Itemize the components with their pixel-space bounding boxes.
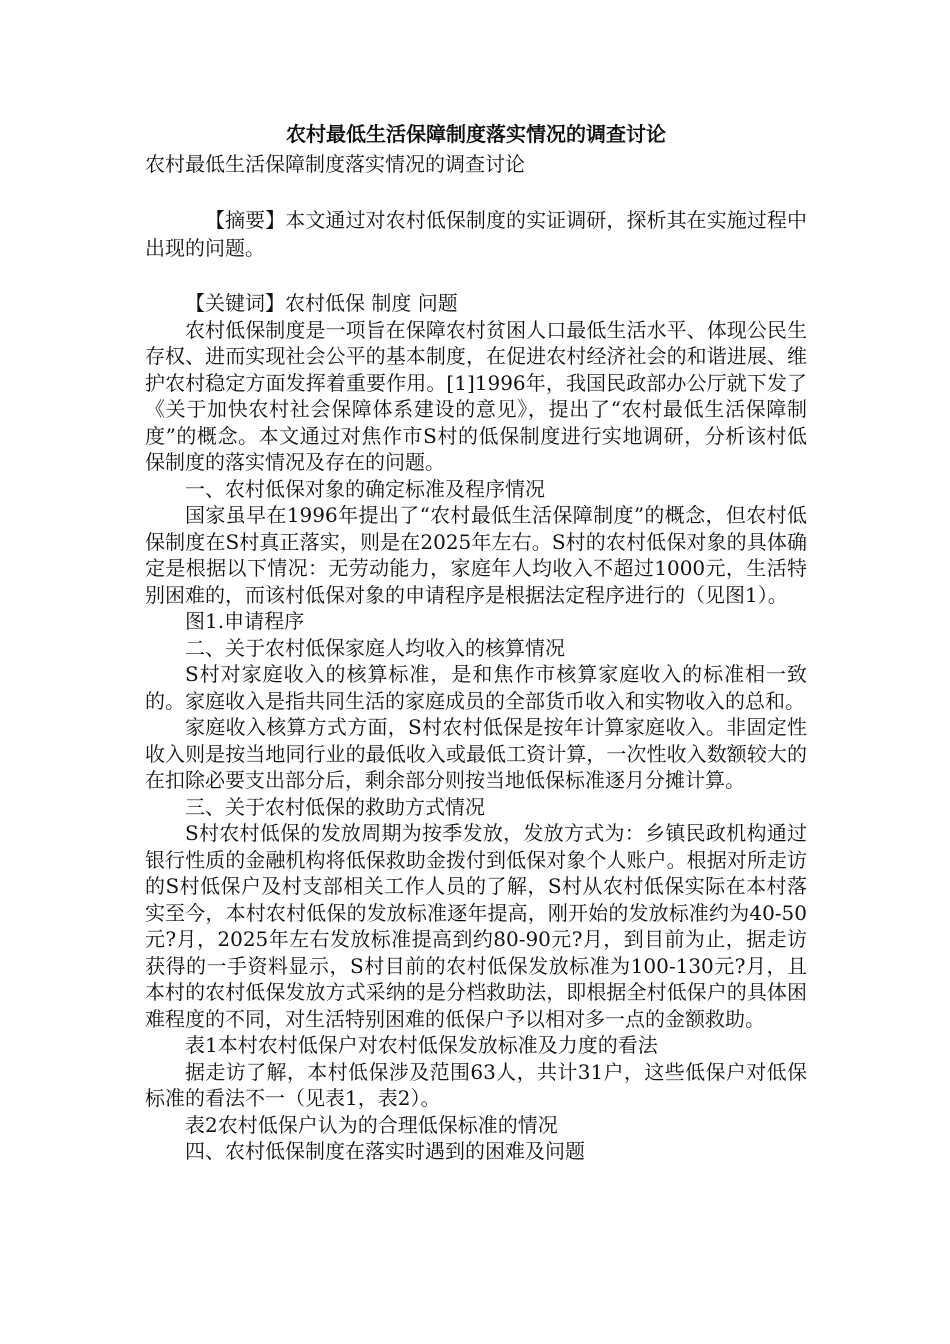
section-heading: 三、关于农村低保的救助方式情况 [185, 794, 485, 819]
keywords-paragraph: 【关键词】农村低保 制度 问题 [185, 291, 458, 315]
table-caption: 表1本村农村低保户对农村低保发放标准及力度的看法 [185, 1033, 658, 1057]
blank-line [145, 262, 807, 290]
section-heading: 四、农村低保制度在落实时遇到的困难及问题 [185, 1139, 585, 1163]
body-paragraph: S村对家庭收入的核算标准，是和焦作市核算家庭收入的标准相一致的。家庭收入是指共同生活的家庭成员的全部货币收入和实物收入的总和。 [145, 662, 807, 713]
body-paragraph: 据走访了解，本村低保涉及范围63人，共计31户，这些低保户对低保标准的看法不一（见表1，表2）。 [145, 1059, 807, 1110]
section-heading: 二、关于农村低保家庭人均收入的核算情况 [185, 635, 565, 660]
body-paragraph: 家庭收入核算方式方面，S村农村低保是按年计算家庭收入。非固定性收入则是按当地同行业的最低收入或最低工资计算，一次性收入数额较大的在扣除必要支出部分后，剩余部分则按当地低保标准逐月分摊计算。 [145, 715, 807, 792]
abstract-paragraph: 【摘要】本文通过对农村低保制度的实证调研，探析其在实施过程中出现的问题。 [145, 208, 807, 260]
section-heading: 一、农村低保对象的确定标准及程序情况 [185, 476, 545, 501]
body-paragraph: 国家虽早在1996年提出了“农村最低生活保障制度”的概念，但农村低保制度在S村真正落实，则是在2025年左右。S村的农村低保对象的具体确定是根据以下情况：无劳动能力，家庭年人均收入不超过1000元，生活特别困难的，而该村低保对象的申请程序是根据法定程序进行的（见图1）。 [145, 503, 807, 607]
body-paragraph: S村农村低保的发放周期为按季发放，发放方式为：乡镇民政机构通过银行性质的金融机构将低保救助金拨付到低保对象个人账户。根据对所走访的S村低保户及村支部相关工作人员的了解，S村从农村低保实际在本村落实至今，本村农村低保的发放标准逐年提高，刚开始的发放标准约为40-50元?月，2025年左右发放标准提高到约80-90元?月，到目前为止，据走访获得的一手资料显示，S村目前的农村低保发放标准为100-130元?月，且本村的农村低保发放方式采纳的是分档救助法，即根据全村低保户的具体困难程度的不同，对生活特别困难的低保户予以相对多一点的金额救助。 [145, 821, 807, 1031]
body-paragraph: 农村低保制度是一项旨在保障农村贫困人口最低生活水平、体现公民生存权、进而实现社会公平的基本制度，在促进农村经济社会的和谐进展、维护农村稳定方面发挥着重要作用。[1]1996年，我国民政部办公厅就下发了《关于加快农村社会保障体系建设的意见》，提出了“农村最低生活保障制度”的概念。本文通过对焦作市S村的低保制度进行实地调研，分析该村低保制度的落实情况及存在的问题。 [145, 317, 807, 474]
document-title: 农村最低生活保障制度落实情况的调查讨论 [286, 122, 666, 146]
document-page [145, 118, 807, 1165]
table-caption: 表2农村低保户认为的合理低保标准的情况 [185, 1112, 558, 1137]
document-subtitle: 农村最低生活保障制度落实情况的调查讨论 [145, 152, 525, 176]
figure-caption: 图1.申请程序 [185, 609, 305, 633]
blank-line [145, 178, 807, 206]
